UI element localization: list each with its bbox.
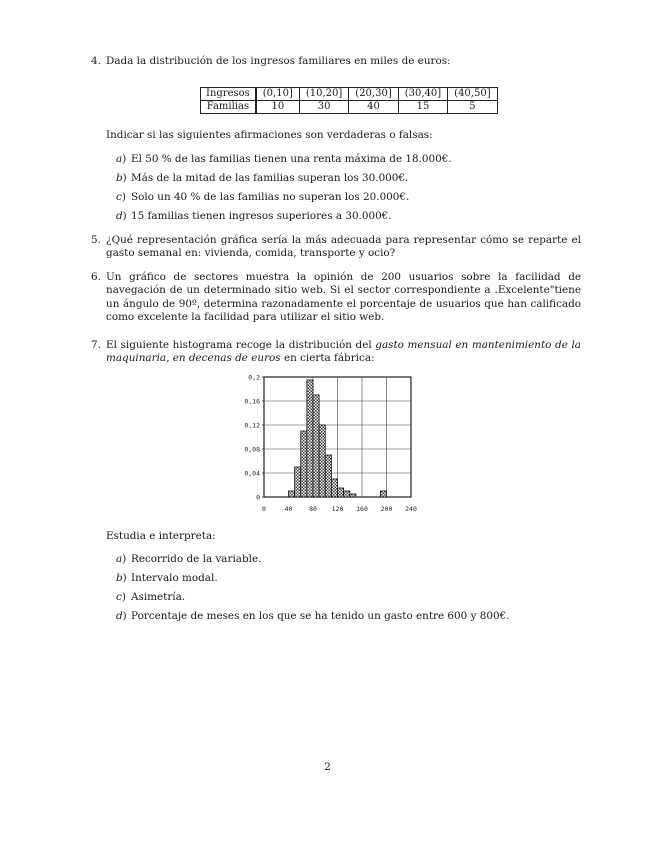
income-distribution-table bbox=[200, 87, 498, 114]
table-cell: (40,50] bbox=[448, 88, 497, 101]
question-4-items bbox=[106, 153, 576, 229]
list-item bbox=[106, 172, 576, 191]
question-4-intro: Dada la distribución de los ingresos familiares en miles de euros: bbox=[106, 55, 451, 67]
item-label: c) bbox=[116, 591, 126, 603]
histogram-bar bbox=[295, 467, 301, 497]
histogram-bar bbox=[313, 395, 319, 497]
question-6-text: Un gráfico de sectores muestra la opinión de 200 usuarios sobre la facilidad de navegación de un determinado sitio web. Si el sector correspondiente a .Excelente"tiene un ángulo de 90º, determina razonadamente el porcentaje de usuarios que han calificado como excelente la facilidad para utilizar el sitio web. bbox=[106, 271, 581, 324]
histogram-bar bbox=[319, 425, 325, 497]
question-6 bbox=[91, 271, 581, 325]
histogram-bar bbox=[289, 491, 295, 497]
x-tick-label: 40 bbox=[284, 505, 293, 513]
item-text: 15 familias tienen ingresos superiores a 30.000€. bbox=[131, 210, 392, 222]
table-row bbox=[201, 88, 498, 101]
question-5 bbox=[91, 234, 581, 261]
list-item bbox=[106, 553, 576, 572]
item-label: a) bbox=[116, 153, 127, 165]
item-label: d) bbox=[116, 210, 127, 222]
spending-histogram bbox=[228, 371, 418, 521]
histogram-bar bbox=[307, 380, 313, 497]
question-7 bbox=[91, 339, 581, 366]
x-tick-label: 80 bbox=[309, 505, 317, 513]
question-5-text: ¿Qué representación gráfica sería la más adecuada para representar cómo se reparte el gasto semanal en: vivienda, comida, transporte y ocio? bbox=[106, 234, 581, 260]
histogram-bar bbox=[331, 479, 337, 497]
list-item bbox=[106, 610, 576, 629]
table-cell: 5 bbox=[448, 101, 497, 114]
question-7-instruction: Estudia e interpreta: bbox=[106, 530, 216, 542]
y-tick-label: 0,08 bbox=[244, 445, 260, 454]
table-cell: 10 bbox=[256, 101, 300, 114]
y-tick-label: 0,12 bbox=[244, 421, 260, 430]
item-text: Recorrido de la variable. bbox=[131, 553, 262, 565]
x-tick-label: 240 bbox=[405, 505, 417, 513]
page-number: 2 bbox=[324, 761, 331, 773]
question-7-text: El siguiente histograma recoge la distribución del gasto mensual en mantenimiento de la maquinaria, en decenas de euros en cierta fábrica: bbox=[106, 339, 581, 365]
histogram-bar bbox=[380, 491, 386, 497]
question-4-instruction: Indicar si las siguientes afirmaciones son verdaderas o falsas: bbox=[106, 129, 433, 141]
histogram-bar bbox=[301, 431, 307, 497]
item-text: Asimetría. bbox=[131, 591, 186, 603]
item-text: El 50 % de las familias tienen una renta máxima de 18.000€. bbox=[131, 153, 452, 165]
x-tick-label: 120 bbox=[331, 505, 344, 513]
table-cell: (30,40] bbox=[398, 88, 447, 101]
list-item bbox=[106, 191, 576, 210]
table-row bbox=[201, 101, 498, 114]
item-label: c) bbox=[116, 191, 126, 203]
y-tick-label: 0,2 bbox=[248, 373, 260, 382]
list-item bbox=[106, 572, 576, 591]
item-label: d) bbox=[116, 610, 127, 622]
list-item bbox=[106, 153, 576, 172]
y-tick-label: 0 bbox=[256, 493, 260, 502]
question-number: 7. bbox=[91, 339, 101, 351]
table-cell: (10,20] bbox=[299, 88, 348, 101]
list-item bbox=[106, 210, 576, 229]
question-7-items bbox=[106, 553, 576, 629]
x-tick-label: 0 bbox=[262, 505, 266, 513]
y-tick-label: 0,04 bbox=[244, 469, 260, 478]
histogram-bar bbox=[344, 491, 350, 497]
item-label: b) bbox=[116, 572, 127, 584]
question-4 bbox=[91, 55, 581, 68]
histogram-bar bbox=[350, 494, 356, 497]
item-text: Porcentaje de meses en los que se ha tenido un gasto entre 600 y 800€. bbox=[131, 610, 510, 622]
histogram-bar bbox=[325, 455, 331, 497]
list-item bbox=[106, 591, 576, 610]
table-row-header: Familias bbox=[201, 101, 256, 114]
table-cell: (20,30] bbox=[349, 88, 398, 101]
item-label: a) bbox=[116, 553, 127, 565]
question-number: 6. bbox=[91, 271, 101, 283]
item-text: Solo un 40 % de las familias no superan los 20.000€. bbox=[131, 191, 410, 203]
y-tick-label: 0,16 bbox=[244, 397, 260, 406]
item-label: b) bbox=[116, 172, 127, 184]
histogram-bar bbox=[338, 488, 344, 497]
x-tick-label: 160 bbox=[356, 505, 368, 513]
table-row-header: Ingresos bbox=[201, 88, 256, 101]
question-number: 5. bbox=[91, 234, 101, 246]
question-number: 4. bbox=[91, 55, 101, 67]
table-cell: 30 bbox=[299, 101, 348, 114]
table-cell: (0,10] bbox=[256, 88, 300, 101]
item-text: Intervalo modal. bbox=[131, 572, 218, 584]
table-cell: 40 bbox=[349, 101, 398, 114]
x-tick-label: 200 bbox=[380, 505, 393, 513]
item-text: Más de la mitad de las familias superan los 30.000€. bbox=[131, 172, 409, 184]
table-cell: 15 bbox=[398, 101, 447, 114]
